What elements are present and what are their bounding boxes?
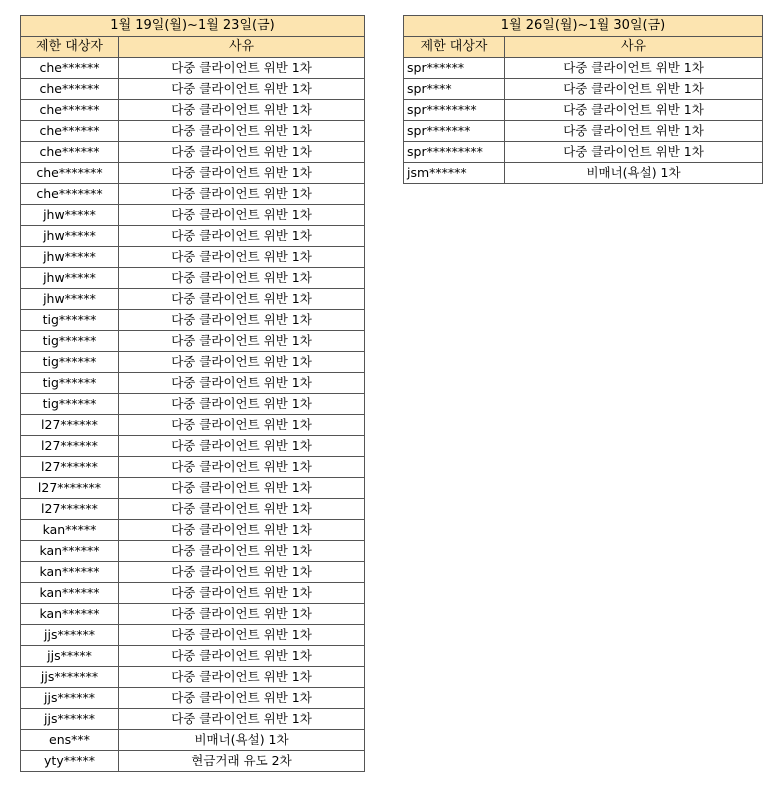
restricted-user: spr*******	[404, 121, 505, 142]
restriction-reason: 다중 클라이언트 위반 1차	[119, 352, 365, 373]
table-row	[21, 163, 365, 184]
restricted-user: kan*****	[21, 520, 119, 541]
table-row	[21, 478, 365, 499]
table-row	[21, 688, 365, 709]
week-title: 1월 26일(월)~1월 30일(금)	[404, 16, 763, 37]
table-row	[404, 100, 763, 121]
table-row	[21, 184, 365, 205]
restriction-reason: 다중 클라이언트 위반 1차	[119, 709, 365, 730]
table-row	[21, 436, 365, 457]
restriction-reason: 비매너(욕설) 1차	[119, 730, 365, 751]
table-row	[21, 247, 365, 268]
column-header-reason: 사유	[119, 37, 365, 58]
table-row	[21, 100, 365, 121]
restricted-user: che******	[21, 142, 119, 163]
restricted-user: che*******	[21, 184, 119, 205]
restriction-reason: 다중 클라이언트 위반 1차	[119, 457, 365, 478]
table-row	[404, 163, 763, 184]
restricted-user: tig******	[21, 352, 119, 373]
restriction-reason: 다중 클라이언트 위반 1차	[119, 604, 365, 625]
restriction-reason: 다중 클라이언트 위반 1차	[119, 373, 365, 394]
column-header-target: 제한 대상자	[404, 37, 505, 58]
week-title: 1월 19일(월)~1월 23일(금)	[21, 16, 365, 37]
restriction-reason: 다중 클라이언트 위반 1차	[119, 163, 365, 184]
restriction-reason: 다중 클라이언트 위반 1차	[119, 583, 365, 604]
restriction-reason: 다중 클라이언트 위반 1차	[505, 79, 763, 100]
table-row	[21, 394, 365, 415]
restricted-user: ens***	[21, 730, 119, 751]
table-row	[21, 142, 365, 163]
table-row	[21, 709, 365, 730]
table-row	[21, 331, 365, 352]
restricted-user: spr********	[404, 100, 505, 121]
table-row	[21, 520, 365, 541]
restricted-user: spr*********	[404, 142, 505, 163]
restricted-user: jhw*****	[21, 247, 119, 268]
restricted-user: jhw*****	[21, 226, 119, 247]
column-header-reason: 사유	[505, 37, 763, 58]
table-row	[21, 310, 365, 331]
table-row	[404, 142, 763, 163]
table-row	[21, 604, 365, 625]
restricted-user: jsm******	[404, 163, 505, 184]
restriction-reason: 다중 클라이언트 위반 1차	[505, 142, 763, 163]
restriction-reason: 다중 클라이언트 위반 1차	[119, 625, 365, 646]
sanction-table-week2	[403, 15, 763, 184]
restriction-reason: 다중 클라이언트 위반 1차	[505, 121, 763, 142]
restriction-reason: 현금거래 유도 2차	[119, 751, 365, 772]
restricted-user: che******	[21, 121, 119, 142]
restriction-reason: 다중 클라이언트 위반 1차	[119, 394, 365, 415]
restricted-user: tig******	[21, 373, 119, 394]
restricted-user: l27*******	[21, 478, 119, 499]
table-row	[21, 268, 365, 289]
restriction-reason: 비매너(욕설) 1차	[505, 163, 763, 184]
restriction-reason: 다중 클라이언트 위반 1차	[119, 499, 365, 520]
table-row	[404, 58, 763, 79]
restricted-user: l27******	[21, 415, 119, 436]
restriction-reason: 다중 클라이언트 위반 1차	[119, 541, 365, 562]
restricted-user: spr******	[404, 58, 505, 79]
restriction-reason: 다중 클라이언트 위반 1차	[119, 247, 365, 268]
restricted-user: jhw*****	[21, 268, 119, 289]
restriction-reason: 다중 클라이언트 위반 1차	[119, 268, 365, 289]
table-title-row	[404, 16, 763, 37]
restriction-reason: 다중 클라이언트 위반 1차	[505, 58, 763, 79]
restriction-reason: 다중 클라이언트 위반 1차	[505, 100, 763, 121]
restricted-user: jjs******	[21, 625, 119, 646]
restriction-reason: 다중 클라이언트 위반 1차	[119, 688, 365, 709]
restricted-user: jhw*****	[21, 205, 119, 226]
table-row	[21, 562, 365, 583]
table-row	[21, 58, 365, 79]
table-body	[404, 16, 763, 184]
restriction-reason: 다중 클라이언트 위반 1차	[119, 478, 365, 499]
table-row	[21, 373, 365, 394]
table-title-row	[21, 16, 365, 37]
restricted-user: tig******	[21, 310, 119, 331]
table-row	[404, 79, 763, 100]
restricted-user: l27******	[21, 457, 119, 478]
table-row	[21, 646, 365, 667]
restriction-reason: 다중 클라이언트 위반 1차	[119, 226, 365, 247]
column-header-target: 제한 대상자	[21, 37, 119, 58]
table-row	[404, 121, 763, 142]
restriction-reason: 다중 클라이언트 위반 1차	[119, 184, 365, 205]
restricted-user: tig******	[21, 331, 119, 352]
restricted-user: spr****	[404, 79, 505, 100]
restricted-user: che******	[21, 100, 119, 121]
table-row	[21, 121, 365, 142]
table-row	[21, 667, 365, 688]
restricted-user: jhw*****	[21, 289, 119, 310]
table-row	[21, 352, 365, 373]
table-row	[21, 499, 365, 520]
restricted-user: tig******	[21, 394, 119, 415]
table-row	[21, 289, 365, 310]
restricted-user: che******	[21, 79, 119, 100]
restricted-user: l27******	[21, 436, 119, 457]
restricted-user: kan******	[21, 583, 119, 604]
restriction-reason: 다중 클라이언트 위반 1차	[119, 331, 365, 352]
restriction-reason: 다중 클라이언트 위반 1차	[119, 79, 365, 100]
restricted-user: l27******	[21, 499, 119, 520]
restriction-reason: 다중 클라이언트 위반 1차	[119, 100, 365, 121]
table-row	[21, 415, 365, 436]
table-row	[21, 583, 365, 604]
header-row	[21, 37, 365, 58]
table-row	[21, 79, 365, 100]
sanction-table-week1	[20, 15, 365, 772]
restricted-user: kan******	[21, 562, 119, 583]
restriction-reason: 다중 클라이언트 위반 1차	[119, 667, 365, 688]
restriction-reason: 다중 클라이언트 위반 1차	[119, 58, 365, 79]
restricted-user: jjs*******	[21, 667, 119, 688]
header-row	[404, 37, 763, 58]
restricted-user: kan******	[21, 604, 119, 625]
table-row	[21, 205, 365, 226]
restriction-reason: 다중 클라이언트 위반 1차	[119, 562, 365, 583]
restriction-reason: 다중 클라이언트 위반 1차	[119, 436, 365, 457]
restriction-reason: 다중 클라이언트 위반 1차	[119, 646, 365, 667]
restricted-user: jjs******	[21, 688, 119, 709]
restriction-reason: 다중 클라이언트 위반 1차	[119, 520, 365, 541]
restricted-user: che******	[21, 58, 119, 79]
table-row	[21, 226, 365, 247]
restriction-reason: 다중 클라이언트 위반 1차	[119, 289, 365, 310]
restriction-reason: 다중 클라이언트 위반 1차	[119, 142, 365, 163]
table-row	[21, 457, 365, 478]
restricted-user: jjs*****	[21, 646, 119, 667]
table-row	[21, 751, 365, 772]
restriction-reason: 다중 클라이언트 위반 1차	[119, 121, 365, 142]
table-row	[21, 541, 365, 562]
restriction-reason: 다중 클라이언트 위반 1차	[119, 415, 365, 436]
restricted-user: jjs******	[21, 709, 119, 730]
restricted-user: yty*****	[21, 751, 119, 772]
restriction-reason: 다중 클라이언트 위반 1차	[119, 205, 365, 226]
restricted-user: che*******	[21, 163, 119, 184]
table-row	[21, 625, 365, 646]
restricted-user: kan******	[21, 541, 119, 562]
restriction-reason: 다중 클라이언트 위반 1차	[119, 310, 365, 331]
table-row	[21, 730, 365, 751]
table-body	[21, 16, 365, 772]
